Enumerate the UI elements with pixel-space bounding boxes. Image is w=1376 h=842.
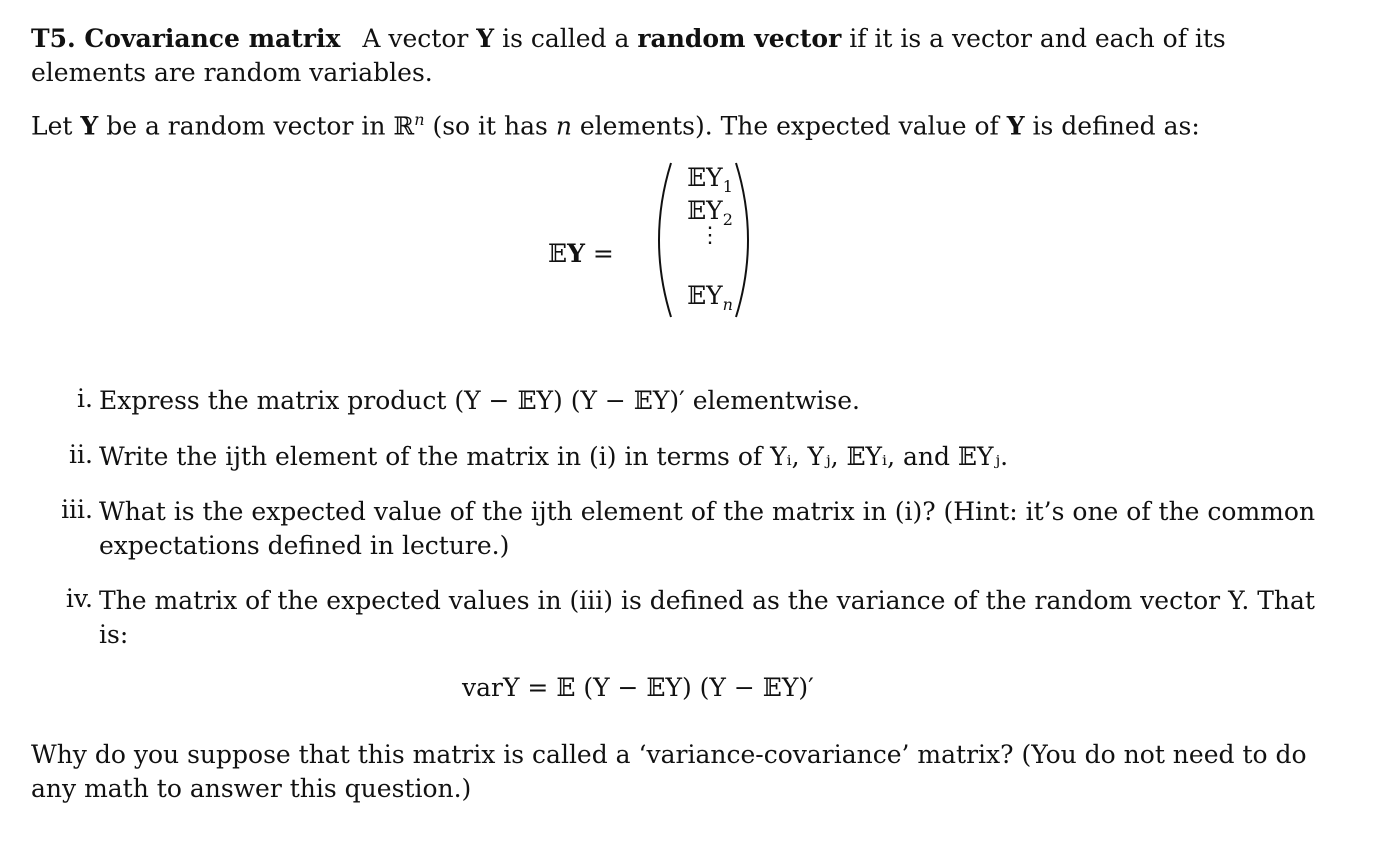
list-item-text: Express the matrix product (Y − 𝔼Y) (Y − 𝔼Y)′ elementwise. (99, 386, 860, 415)
def-d: elements). The expected value of (571, 111, 1007, 141)
def-Y2: Y (1006, 111, 1025, 141)
def-e: is defined as: (1024, 111, 1200, 141)
intro-text-a: A vector (362, 24, 477, 53)
intro-Y: Y (476, 24, 495, 53)
definition-paragraph (31, 103, 1341, 143)
problem-heading: T5. Covariance matrix (31, 24, 341, 53)
lhs-E: 𝔼 (548, 239, 568, 268)
expected-value-vector-equation (548, 161, 808, 346)
list-item-text: The matrix of the expected values in (iii) is defined as the variance of the random vector Y. That is: (99, 586, 1315, 649)
list-item-number: iii. (61, 495, 93, 524)
entry-text: 𝔼Y (687, 281, 723, 310)
entry-sub: 1 (722, 177, 733, 196)
list-item-number: iv. (65, 584, 93, 613)
closing-question: Why do you suppose that this matrix is called a ‘variance-covariance’ matrix? (You do not need to do any math to answer this question.) (31, 740, 1307, 803)
vertical-dots: ⋮ (699, 223, 721, 248)
entry-text: 𝔼Y (687, 163, 723, 192)
entry-text: 𝔼Y (687, 196, 723, 225)
equation-lhs (548, 239, 614, 268)
intro-paragraph (31, 22, 1341, 90)
variance-equation: varY = 𝔼 (Y − 𝔼Y) (Y − 𝔼Y)′ (462, 673, 814, 702)
list-item-text: What is the expected value of the ijth element of the matrix in (i)? (Hint: it’s one of the common expectations defined in lecture.) (99, 497, 1316, 560)
def-c: (so it has (424, 111, 556, 141)
list-item-text: Write the ijth element of the matrix in (i) in terms of Yᵢ, Yⱼ, 𝔼Yᵢ, and 𝔼Yⱼ. (99, 442, 1009, 471)
def-n-sup: n (414, 110, 425, 129)
right-parenthesis (732, 161, 762, 319)
list-item-number: i. (77, 384, 93, 413)
lhs-Y: Y (567, 239, 585, 268)
intro-text-c: if it is a vector and each of its elements are random variables. (31, 24, 1226, 87)
problem-text (31, 22, 1341, 143)
def-a: Let (31, 111, 81, 141)
entry-sub: n (722, 295, 733, 314)
def-Y: Y (80, 111, 99, 141)
def-n: n (555, 111, 572, 141)
def-b: be a random vector in ℝ (98, 111, 415, 141)
entry-sub: 2 (722, 210, 733, 229)
list-item-number: ii. (69, 440, 93, 469)
lhs-eq: = (584, 239, 614, 268)
intro-text-b: is called a (494, 24, 638, 53)
term-random-vector: random vector (637, 24, 842, 53)
